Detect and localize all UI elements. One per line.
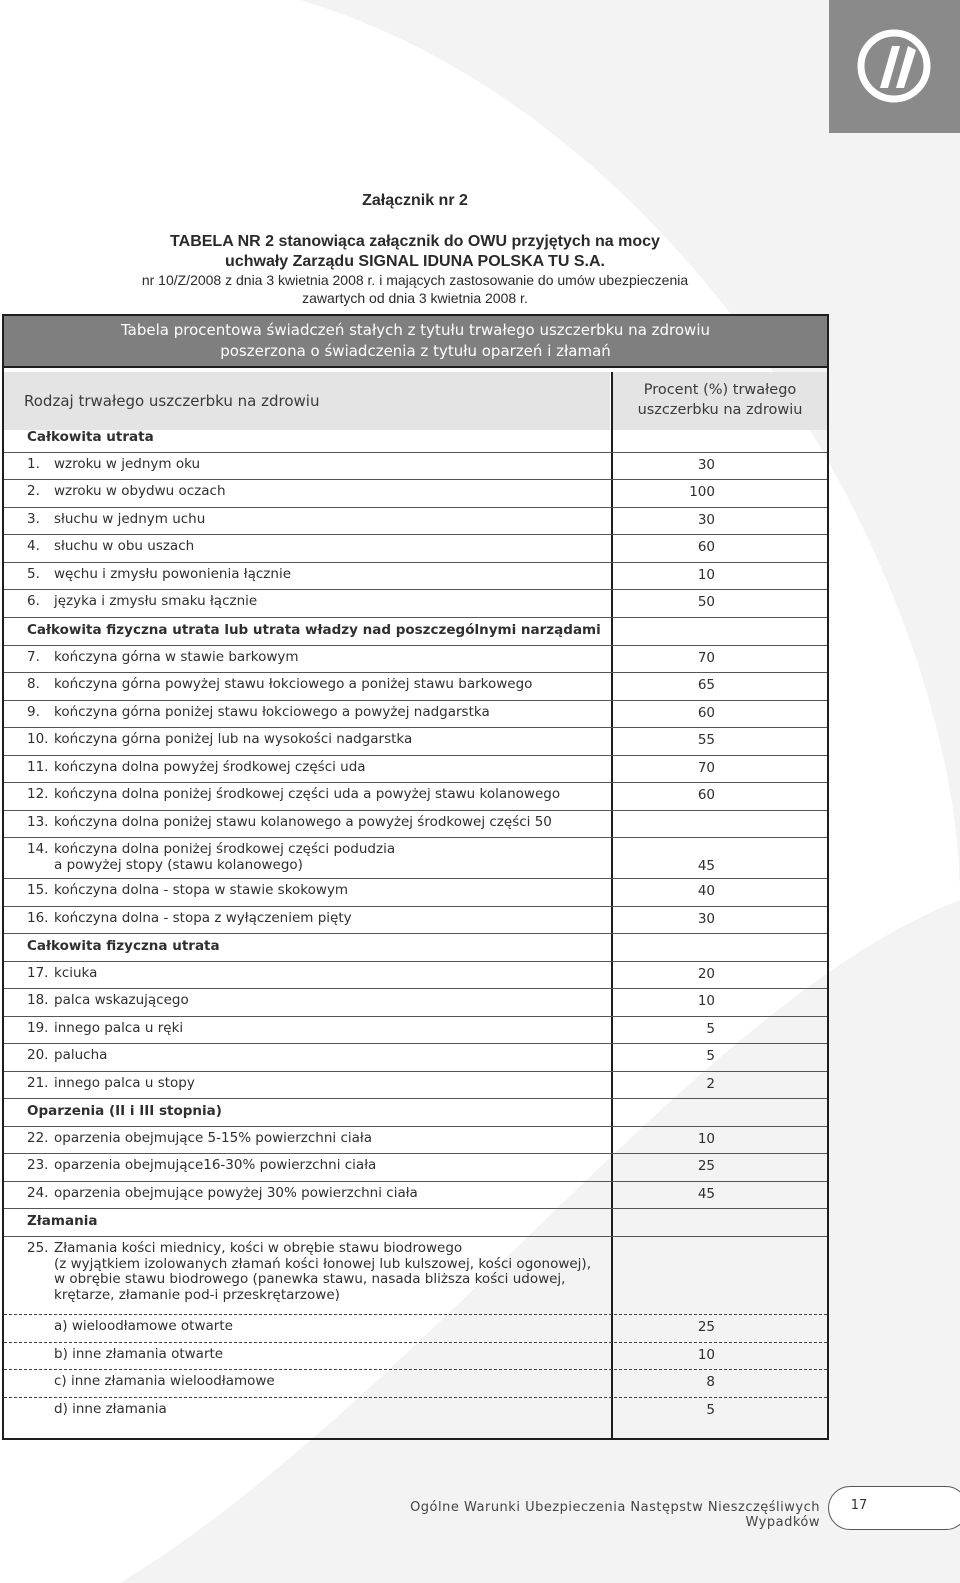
row-label-line — [27, 539, 194, 555]
row-separator — [4, 1342, 827, 1343]
row-separator — [4, 961, 827, 962]
row-percent-value: 10 — [697, 1347, 715, 1363]
row-label-line — [27, 815, 552, 831]
row-number: 21. — [27, 1075, 49, 1091]
row-description — [27, 911, 352, 927]
row-separator — [4, 755, 827, 756]
table-title-line-2: poszerzona o świadczenia z tytułu oparzeń i złamań — [220, 342, 611, 360]
row-label-line — [27, 1402, 167, 1418]
row-label-line — [27, 1241, 591, 1257]
row-percent-value: 60 — [697, 705, 715, 721]
table-title-line-1: Tabela procentowa świadczeń stałych z tytułu trwałego uszczerbku na zdrowiu — [120, 321, 711, 339]
row-description — [27, 815, 552, 831]
row-label: b) inne złamania otwarte — [54, 1346, 224, 1362]
row-number: 11. — [27, 759, 49, 775]
row-percent-value: 45 — [697, 857, 715, 874]
row-label: innego palca u ręki — [54, 1020, 184, 1036]
row-number: 19. — [27, 1020, 49, 1036]
row-label: (z wyjątkiem izolowanych złamań kości łonowej lub kulszowej, kości ogonowej), — [54, 1255, 591, 1272]
row-separator — [4, 1043, 827, 1044]
row-label: oparzenia obejmujące 5-15% powierzchni ciała — [54, 1130, 373, 1146]
row-number: 22. — [27, 1130, 49, 1146]
subtitle-line-2: zawartych od dnia 3 kwietnia 2008 r. — [302, 290, 528, 306]
column-header-percent — [613, 372, 827, 430]
row-separator — [4, 878, 827, 879]
footer-title: Ogólne Warunki Ubezpieczenia Następstw Nieszczęśliwych Wypadków — [410, 1500, 820, 1530]
row-number: 7. — [27, 649, 40, 665]
row-percent-value: 60 — [697, 787, 715, 803]
row-separator — [4, 1016, 827, 1017]
row-label-line — [27, 1158, 376, 1174]
row-number: 10. — [27, 731, 49, 747]
row-label: kończyna górna poniżej stawu łokciowego a powyżej nadgarstka — [54, 704, 490, 720]
row-label: d) inne złamania — [54, 1401, 167, 1417]
row-description — [27, 993, 189, 1009]
row-label-line — [27, 484, 226, 500]
row-number: 18. — [27, 992, 49, 1008]
row-description — [27, 842, 395, 873]
subtitle-line-1: nr 10/Z/2008 z dnia 3 kwietnia 2008 r. i mających zastosowanie do umów ubezpieczenia — [141, 272, 689, 288]
row-separator — [4, 1208, 827, 1209]
document-title — [0, 232, 830, 272]
row-label: kończyna dolna powyżej środkowej części uda — [54, 759, 366, 775]
row-percent-value: 30 — [697, 457, 715, 473]
row-percent-value: 30 — [697, 512, 715, 528]
row-label: c) inne złamania wieloodłamowe — [54, 1373, 275, 1389]
row-label-line — [27, 512, 205, 528]
row-label-line — [27, 705, 490, 721]
row-label: słuchu w obu uszach — [54, 538, 195, 554]
row-separator — [4, 1098, 827, 1099]
row-number: 3. — [27, 511, 40, 527]
row-label: a) wieloodłamowe otwarte — [54, 1318, 233, 1334]
row-number: 5. — [27, 566, 40, 582]
row-separator — [4, 1126, 827, 1127]
row-label: kończyna dolna - stopa w stawie skokowym — [54, 882, 349, 898]
row-description — [27, 1131, 372, 1147]
row-separator — [4, 645, 827, 646]
row-percent-value: 55 — [697, 732, 715, 748]
row-percent-value: 100 — [689, 484, 715, 500]
row-separator — [4, 810, 827, 811]
title-line-2: uchwały Zarządu SIGNAL IDUNA POLSKA TU S.A. — [225, 253, 605, 270]
row-number: 1. — [27, 456, 40, 472]
row-label: a powyżej stopy (stawu kolanowego) — [54, 856, 303, 873]
row-label: węchu i zmysłu powonienia łącznie — [54, 566, 292, 582]
row-number: 23. — [27, 1157, 49, 1173]
row-separator — [4, 452, 827, 453]
title-line-1: TABELA NR 2 stanowiąca załącznik do OWU przyjętych na mocy — [170, 233, 660, 250]
row-description: Złamania — [27, 1213, 98, 1229]
row-label-line — [27, 787, 560, 803]
row-label: w obrębie stawu biodrowego (panewka stawu, nasada bliższa kości udowej, — [54, 1271, 566, 1287]
row-number: 8. — [27, 676, 40, 692]
row-number: 14. — [27, 841, 49, 857]
row-description — [27, 1374, 275, 1390]
row-label-line — [27, 858, 395, 874]
row-separator — [4, 727, 827, 728]
column-header-type: Rodzaj trwałego uszczerbku na zdrowiu — [4, 372, 610, 430]
row-number: 2. — [27, 483, 40, 499]
row-description: Całkowita fizyczna utrata lub utrata władzy nad poszczególnymi narządami — [27, 622, 601, 638]
row-label: Złamania kości miednicy, kości w obrębie stawu biodrowego — [54, 1240, 463, 1256]
row-description — [27, 1048, 107, 1064]
row-label-line — [27, 760, 366, 776]
row-label-line — [27, 1319, 233, 1335]
row-label: wzroku w obydwu oczach — [54, 483, 226, 499]
document-subtitle — [0, 271, 830, 307]
row-label-line — [27, 1021, 183, 1037]
row-percent-value: 2 — [706, 1076, 715, 1092]
row-description — [27, 883, 348, 899]
row-separator — [4, 988, 827, 989]
row-description — [27, 512, 205, 528]
row-percent-value: 70 — [697, 760, 715, 776]
row-label: kończyna dolna poniżej środkowej części podudzia — [54, 841, 396, 857]
row-label-line — [27, 677, 532, 693]
row-percent-value: 10 — [697, 567, 715, 583]
row-description — [27, 1076, 195, 1092]
row-label-line — [27, 883, 348, 899]
row-separator — [4, 1181, 827, 1182]
row-label-line — [27, 457, 200, 473]
row-label: krętarze, złamanie pod-i przeskrętarzowe) — [54, 1286, 340, 1303]
row-label: słuchu w jednym uchu — [54, 511, 206, 527]
row-label: palucha — [54, 1047, 108, 1063]
row-number: 17. — [27, 965, 49, 981]
row-description — [27, 760, 366, 776]
row-percent-value: 45 — [697, 1186, 715, 1202]
row-label-line — [27, 732, 412, 748]
row-number: 4. — [27, 538, 40, 554]
row-label-line — [27, 567, 291, 583]
row-label: kończyna górna poniżej lub na wysokości nadgarstka — [54, 731, 413, 747]
row-description: Całkowita fizyczna utrata — [27, 938, 220, 954]
row-description: Całkowita utrata — [27, 429, 154, 445]
row-percent-value: 25 — [697, 1319, 715, 1335]
row-percent-value: 60 — [697, 539, 715, 555]
row-description — [27, 650, 299, 666]
row-number: 25. — [27, 1240, 49, 1256]
row-percent-value: 65 — [697, 677, 715, 693]
row-label-line — [27, 1076, 195, 1092]
row-description — [27, 457, 200, 473]
row-label-line — [27, 1272, 591, 1288]
row-description: Oparzenia (II i III stopnia) — [27, 1103, 222, 1119]
row-number: 16. — [27, 910, 49, 926]
row-separator — [4, 1236, 827, 1237]
row-percent-value: 70 — [697, 650, 715, 666]
row-separator — [4, 672, 827, 673]
row-label: kończyna dolna poniżej środkowej części uda a powyżej stawu kolanowego — [54, 786, 561, 802]
row-description — [27, 787, 560, 803]
row-separator — [4, 534, 827, 535]
row-separator — [4, 507, 827, 508]
row-percent-value: 10 — [697, 993, 715, 1009]
row-percent-value: 30 — [697, 911, 715, 927]
row-description — [27, 1319, 233, 1335]
row-percent-value: 20 — [697, 966, 715, 982]
row-label-line — [27, 993, 189, 1009]
row-label: kończyna dolna poniżej stawu kolanowego a powyżej środkowej części 50 — [54, 814, 552, 830]
row-description — [27, 1347, 223, 1363]
row-label-line — [27, 594, 257, 610]
row-description — [27, 484, 226, 500]
row-percent-value: 10 — [697, 1131, 715, 1147]
row-percent-value: 40 — [697, 883, 715, 899]
row-label-line — [27, 1257, 591, 1273]
row-separator — [4, 617, 827, 618]
row-number: 12. — [27, 786, 49, 802]
row-description — [27, 567, 291, 583]
row-description — [27, 705, 490, 721]
row-label-line — [27, 1186, 418, 1202]
row-description — [27, 1021, 183, 1037]
row-label-line — [27, 1048, 107, 1064]
row-description — [27, 732, 412, 748]
row-description — [27, 677, 532, 693]
row-number: 24. — [27, 1185, 49, 1201]
column-divider — [611, 372, 613, 1438]
table-title — [4, 316, 827, 368]
row-percent-value: 50 — [697, 594, 715, 610]
row-label: oparzenia obejmujące16-30% powierzchni ciała — [54, 1157, 377, 1173]
row-description — [27, 594, 257, 610]
row-separator — [4, 1369, 827, 1370]
column-header-percent-line-2: uszczerbku na zdrowiu — [637, 402, 803, 418]
row-label: języka i zmysłu smaku łącznie — [54, 593, 258, 609]
row-separator — [4, 700, 827, 701]
row-separator — [4, 1071, 827, 1072]
annex-title: Załącznik nr 2 — [362, 192, 468, 209]
row-separator — [4, 933, 827, 934]
row-label-line — [27, 1288, 591, 1304]
column-header-percent-line-1: Procent (%) trwałego — [643, 382, 797, 398]
row-separator — [4, 589, 827, 590]
row-label: kończyna górna w stawie barkowym — [54, 649, 299, 665]
row-separator — [4, 906, 827, 907]
row-label-line — [27, 911, 352, 927]
signal-iduna-logo-icon — [856, 28, 932, 104]
row-number: 20. — [27, 1047, 49, 1063]
row-separator — [4, 479, 827, 480]
row-separator — [4, 837, 827, 838]
row-number: 9. — [27, 704, 40, 720]
row-number: 6. — [27, 593, 40, 609]
row-separator — [4, 562, 827, 563]
row-label: palca wskazującego — [54, 992, 189, 1008]
row-label: wzroku w jednym oku — [54, 456, 201, 472]
row-label-line — [27, 650, 299, 666]
benefits-table — [2, 314, 829, 1440]
row-separator — [4, 782, 827, 783]
row-label-line — [27, 1347, 223, 1363]
row-description — [27, 539, 194, 555]
row-label: kciuka — [54, 965, 98, 981]
row-separator — [4, 1314, 827, 1315]
row-description — [27, 1241, 591, 1303]
logo-panel — [829, 0, 960, 133]
row-number: 15. — [27, 882, 49, 898]
row-number: 13. — [27, 814, 49, 830]
row-percent-value: 5 — [706, 1021, 715, 1037]
row-percent-value: 5 — [706, 1402, 715, 1418]
row-label: innego palca u stopy — [54, 1075, 195, 1091]
row-description — [27, 966, 97, 982]
page-number: 17 — [850, 1498, 868, 1513]
row-label-line — [27, 842, 395, 858]
row-description — [27, 1158, 376, 1174]
row-label: kończyna górna powyżej stawu łokciowego a poniżej stawu barkowego — [54, 676, 533, 692]
row-label-line — [27, 1131, 372, 1147]
row-percent-value: 5 — [706, 1048, 715, 1064]
row-percent-value: 25 — [697, 1158, 715, 1174]
row-label-line — [27, 966, 97, 982]
row-percent-value: 8 — [706, 1374, 715, 1390]
row-description — [27, 1186, 418, 1202]
row-separator — [4, 1397, 827, 1398]
row-description — [27, 1402, 167, 1418]
row-label-line — [27, 1374, 275, 1390]
row-separator — [4, 1153, 827, 1154]
row-label: kończyna dolna - stopa z wyłączeniem pięty — [54, 910, 352, 926]
row-label: oparzenia obejmujące powyżej 30% powierzchni ciała — [54, 1185, 418, 1201]
